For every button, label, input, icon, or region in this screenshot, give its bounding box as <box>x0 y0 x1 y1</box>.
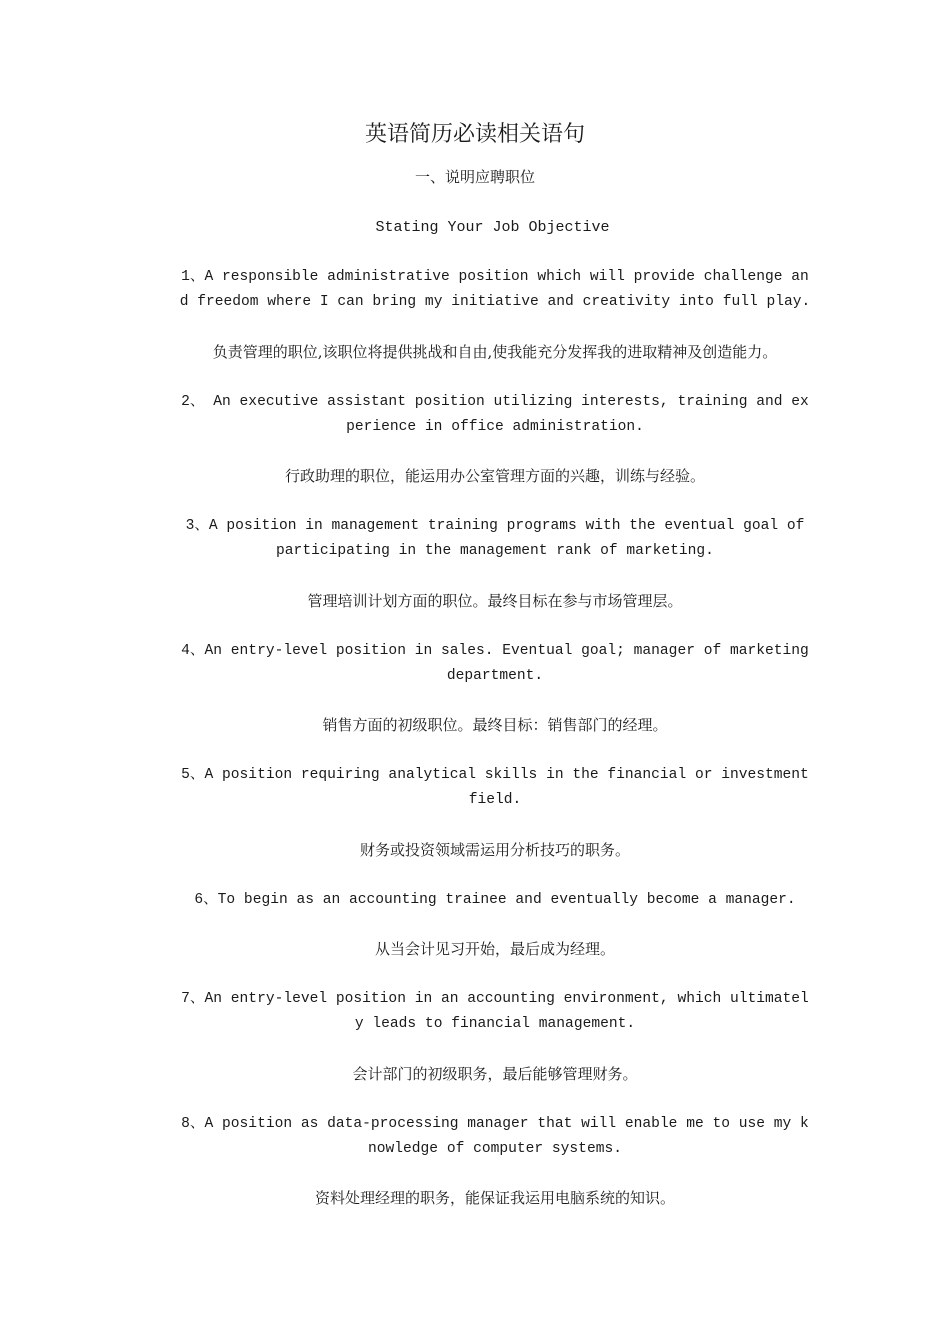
section-heading-english: Stating Your Job Objective <box>375 219 610 236</box>
section-heading: 一、说明应聘职位 <box>414 168 535 186</box>
objective-3-english: 3、A position in management training programs with the eventual goal of participating in the management rank of marketing. <box>185 518 805 559</box>
objective-8-chinese: 资料处理经理的职务，能保证我运用电脑系统的知识。 <box>314 1189 675 1207</box>
objective-1-english: 1、A responsible administrative position which will provide challenge and freedom where I can bring my initiative and creativity into full play. <box>179 269 811 310</box>
objective-5-chinese: 财务或投资领域需运用分析技巧的职务。 <box>359 841 630 859</box>
objective-1-chinese: 负责管理的职位,该职位将提供挑战和自由,使我能充分发挥我的进取精神及创造能力。 <box>212 343 778 361</box>
objective-6-chinese: 从当会计见习开始，最后成为经理。 <box>374 940 615 958</box>
objective-2-chinese: 行政助理的职位，能运用办公室管理方面的兴趣，训练与经验。 <box>284 467 705 485</box>
objective-7-chinese: 会计部门的初级职务，最后能够管理财务。 <box>352 1065 638 1083</box>
objective-3-chinese: 管理培训计划方面的职位。最终目标在参与市场管理层。 <box>307 592 683 610</box>
objective-4-chinese: 销售方面的初级职位。最终目标：销售部门的经理。 <box>322 716 668 734</box>
objective-6-english: 6、To begin as an accounting trainee and eventually become a manager. <box>194 892 796 908</box>
objective-8-english: 8、A position as data-processing manager that will enable me to use my knowledge of computer systems. <box>181 1116 809 1157</box>
objective-5-english: 5、A position requiring analytical skills in the financial or investment field. <box>181 767 809 808</box>
document-title: 英语简历必读相关语句 <box>364 122 585 147</box>
objective-7-english: 7、An entry-level position in an accounting environment, which ultimately leads to financial management. <box>181 991 809 1032</box>
objective-2-english: 2、 An executive assistant position utilizing interests, training and experience in office administration. <box>181 394 809 435</box>
objective-4-english: 4、An entry-level position in sales. Eventual goal; manager of marketing department. <box>181 643 809 684</box>
